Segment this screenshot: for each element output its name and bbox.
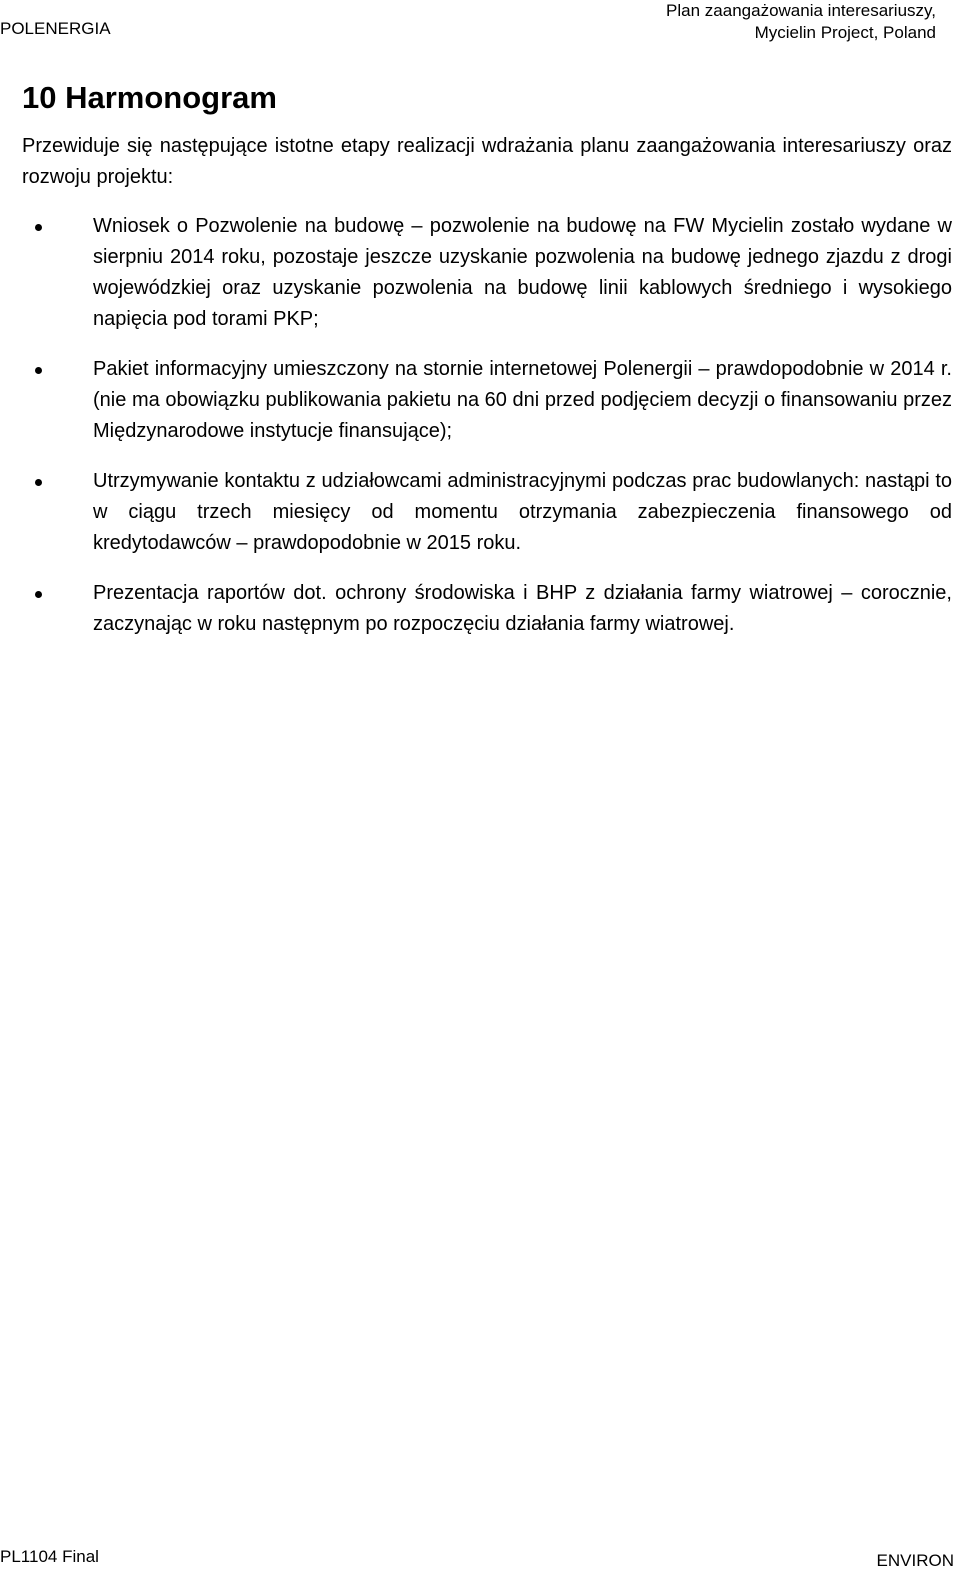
list-item [22, 578, 952, 640]
header-company-name: POLENERGIA [0, 19, 111, 38]
list-item [22, 354, 952, 447]
intro-paragraph: Przewiduje się następujące istotne etapy realizacji wdrażania planu zaangażowania interesariuszy oraz rozwoju projektu: [22, 135, 952, 188]
list-item-text: Pakiet informacyjny umieszczony na stornie internetowej Polenergii – prawdopodobnie w 2014 r. (nie ma obowiązku publikowania pakietu na 60 dni przed podjęciem decyzji o finansowaniu przez Międzynarodowe instytucje finansujące); [93, 358, 952, 442]
list-item-text: Utrzymywanie kontaktu z udziałowcami administracyjnymi podczas prac budowlanych: nastąpi to w ciągu trzech miesięcy od momentu otrzymania zabezpieczenia finansowego od kredytodawców – prawdopodobnie w 2015 roku. [93, 470, 952, 554]
list-item [22, 211, 952, 335]
section-number: 10 [22, 80, 57, 115]
list-item-text: Wniosek o Pozwolenie na budowę – pozwolenie na budowę na FW Mycielin zostało wydane w sierpniu 2014 roku, pozostaje jeszcze uzyskanie pozwolenia na budowę jednego zjazdu z drogi wojewódzkiej oraz uzyskanie pozwolenia na budowę linii kablowych średniego i wysokiego napięcia pod torami PKP; [93, 215, 952, 330]
header-document-title [666, 0, 936, 44]
footer-author: ENVIRON [876, 1551, 954, 1570]
list-item [22, 466, 952, 559]
section-title: Harmonogram [65, 80, 277, 115]
bullet-icon [35, 591, 42, 598]
section-heading [22, 78, 277, 118]
section-body [22, 131, 952, 659]
list-item-text: Prezentacja raportów dot. ochrony środowiska i BHP z działania farmy wiatrowej – corocznie, zaczynając w roku następnym po rozpoczęciu działania farmy wiatrowej. [93, 582, 952, 635]
bullet-icon [35, 367, 42, 374]
footer-document-id: PL1104 Final [0, 1547, 99, 1566]
milestone-list [22, 211, 952, 640]
header-title-line-1: Plan zaangażowania interesariuszy, [666, 1, 936, 20]
bullet-icon [35, 224, 42, 231]
header-title-line-2: Mycielin Project, Poland [754, 23, 936, 42]
bullet-icon [35, 479, 42, 486]
